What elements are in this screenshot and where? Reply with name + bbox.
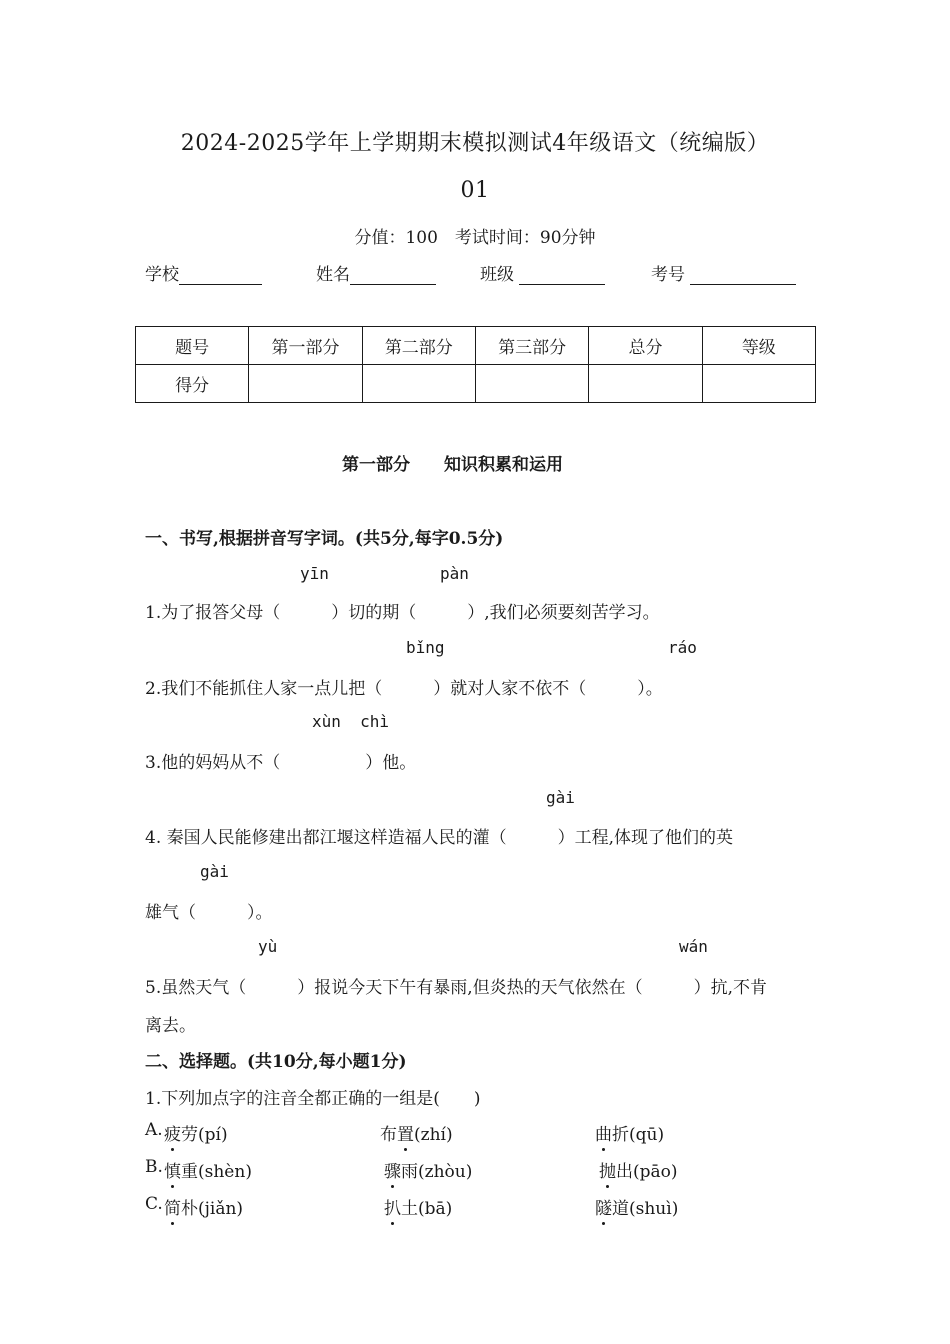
score-cell[interactable] <box>249 365 362 403</box>
score-cell[interactable] <box>475 365 588 403</box>
option-text: 出(pāo) <box>616 1162 678 1182</box>
option-text: 道(shuì) <box>612 1199 679 1219</box>
field-exam-no <box>651 260 796 285</box>
part1-title: 第一部分 知识积累和运用 <box>342 455 563 475</box>
fill-question-4: 4. 秦国人民能修建出都江堰这样造福人民的灌（ ）工程,体现了他们的英 <box>145 828 734 848</box>
option-c-word3 <box>595 1194 678 1219</box>
option-a-label: A. <box>145 1120 163 1140</box>
dotted-char: 隧 <box>595 1194 612 1219</box>
score-header-cell: 题号 <box>136 327 249 365</box>
option-text: 布 <box>380 1125 397 1145</box>
field-name <box>316 260 436 285</box>
option-b-word2 <box>384 1157 472 1182</box>
score-table-score-row <box>136 365 816 403</box>
field-school <box>145 260 262 285</box>
dotted-char: 扒 <box>384 1194 401 1219</box>
school-blank[interactable] <box>179 266 262 285</box>
score-table <box>135 326 816 403</box>
option-text: 重(shèn) <box>181 1162 252 1182</box>
dotted-char: 抛 <box>599 1157 616 1182</box>
pinyin-hint: gài <box>546 788 575 807</box>
option-b-word3 <box>599 1157 678 1182</box>
score-cell[interactable] <box>362 365 475 403</box>
score-row-label: 得分 <box>136 365 249 403</box>
section2-title: 二、选择题。(共10分,每小题1分) <box>145 1052 407 1072</box>
score-table-header-row <box>136 327 816 365</box>
score-header-cell: 第三部分 <box>475 327 588 365</box>
score-cell[interactable] <box>589 365 702 403</box>
option-text: 劳(pí) <box>181 1125 228 1145</box>
choice-question-1: 1.下列加点字的注音全都正确的一组是( ) <box>145 1089 481 1109</box>
option-c-label: C. <box>145 1194 163 1214</box>
name-blank[interactable] <box>350 266 436 285</box>
fill-question-3: 3.他的妈妈从不（ ）他。 <box>145 753 417 773</box>
pinyin-hint: ráo <box>668 638 697 657</box>
pinyin-hint: yīn <box>300 564 329 583</box>
option-b-word1 <box>164 1157 252 1182</box>
option-text: 雨(zhòu) <box>401 1162 473 1182</box>
field-class-label: 班级 <box>480 265 514 285</box>
class-blank[interactable] <box>519 266 605 285</box>
fill-question-5: 5.虽然天气（ ）报说今天下午有暴雨,但炎热的天气依然在（ ）抗,不肯 <box>145 978 768 998</box>
score-header-cell: 第二部分 <box>362 327 475 365</box>
score-cell[interactable] <box>702 365 815 403</box>
score-header-cell: 等级 <box>702 327 815 365</box>
pinyin-hint: wán <box>679 937 708 956</box>
field-school-label: 学校 <box>145 265 179 285</box>
dotted-char: 置 <box>397 1120 414 1145</box>
exam-meta: 分值：100 考试时间：90分钟 <box>354 228 596 248</box>
fill-question-1: 1.为了报答父母（ ）切的期（ ）,我们必须要刻苦学习。 <box>145 603 660 623</box>
dotted-char: 简 <box>164 1194 181 1219</box>
option-a-word1 <box>164 1120 228 1145</box>
option-c-word2 <box>384 1194 452 1219</box>
pinyin-hint: pàn <box>440 564 469 583</box>
pinyin-hint: gài <box>200 862 229 881</box>
dotted-char: 慎 <box>164 1157 181 1182</box>
pinyin-hint: bǐng <box>406 638 445 657</box>
exam-title-line1: 2024-2025学年上学期期末模拟测试4年级语文（统编版） <box>180 131 770 156</box>
option-text: 朴(jiǎn) <box>181 1199 244 1219</box>
option-b-label: B. <box>145 1157 163 1177</box>
dotted-char: 曲 <box>595 1120 612 1145</box>
fill-question-2: 2.我们不能抓住人家一点儿把（ ）就对人家不依不（ ）。 <box>145 679 663 699</box>
fill-question-5-cont: 离去。 <box>145 1016 196 1036</box>
option-text: 折(qū) <box>612 1125 665 1145</box>
option-c-word1 <box>164 1194 243 1219</box>
dotted-char: 骤 <box>384 1157 401 1182</box>
pinyin-hint: xùn chì <box>312 712 390 731</box>
exam-no-blank[interactable] <box>690 266 796 285</box>
field-class <box>480 260 605 285</box>
option-text: (zhí) <box>414 1125 453 1145</box>
section1-title: 一、书写,根据拼音写字词。(共5分,每字0.5分) <box>145 529 504 549</box>
field-exam-no-label: 考号 <box>651 265 685 285</box>
score-header-cell: 总分 <box>589 327 702 365</box>
fill-question-4-cont: 雄气（ ）。 <box>145 903 273 923</box>
dotted-char: 疲 <box>164 1120 181 1145</box>
pinyin-hint: yù <box>258 937 278 956</box>
option-a-word2 <box>380 1120 453 1145</box>
option-a-word3 <box>595 1120 664 1145</box>
score-header-cell: 第一部分 <box>249 327 362 365</box>
field-name-label: 姓名 <box>316 265 350 285</box>
option-text: 土(bā) <box>401 1199 453 1219</box>
exam-title-line2: 01 <box>460 178 490 203</box>
